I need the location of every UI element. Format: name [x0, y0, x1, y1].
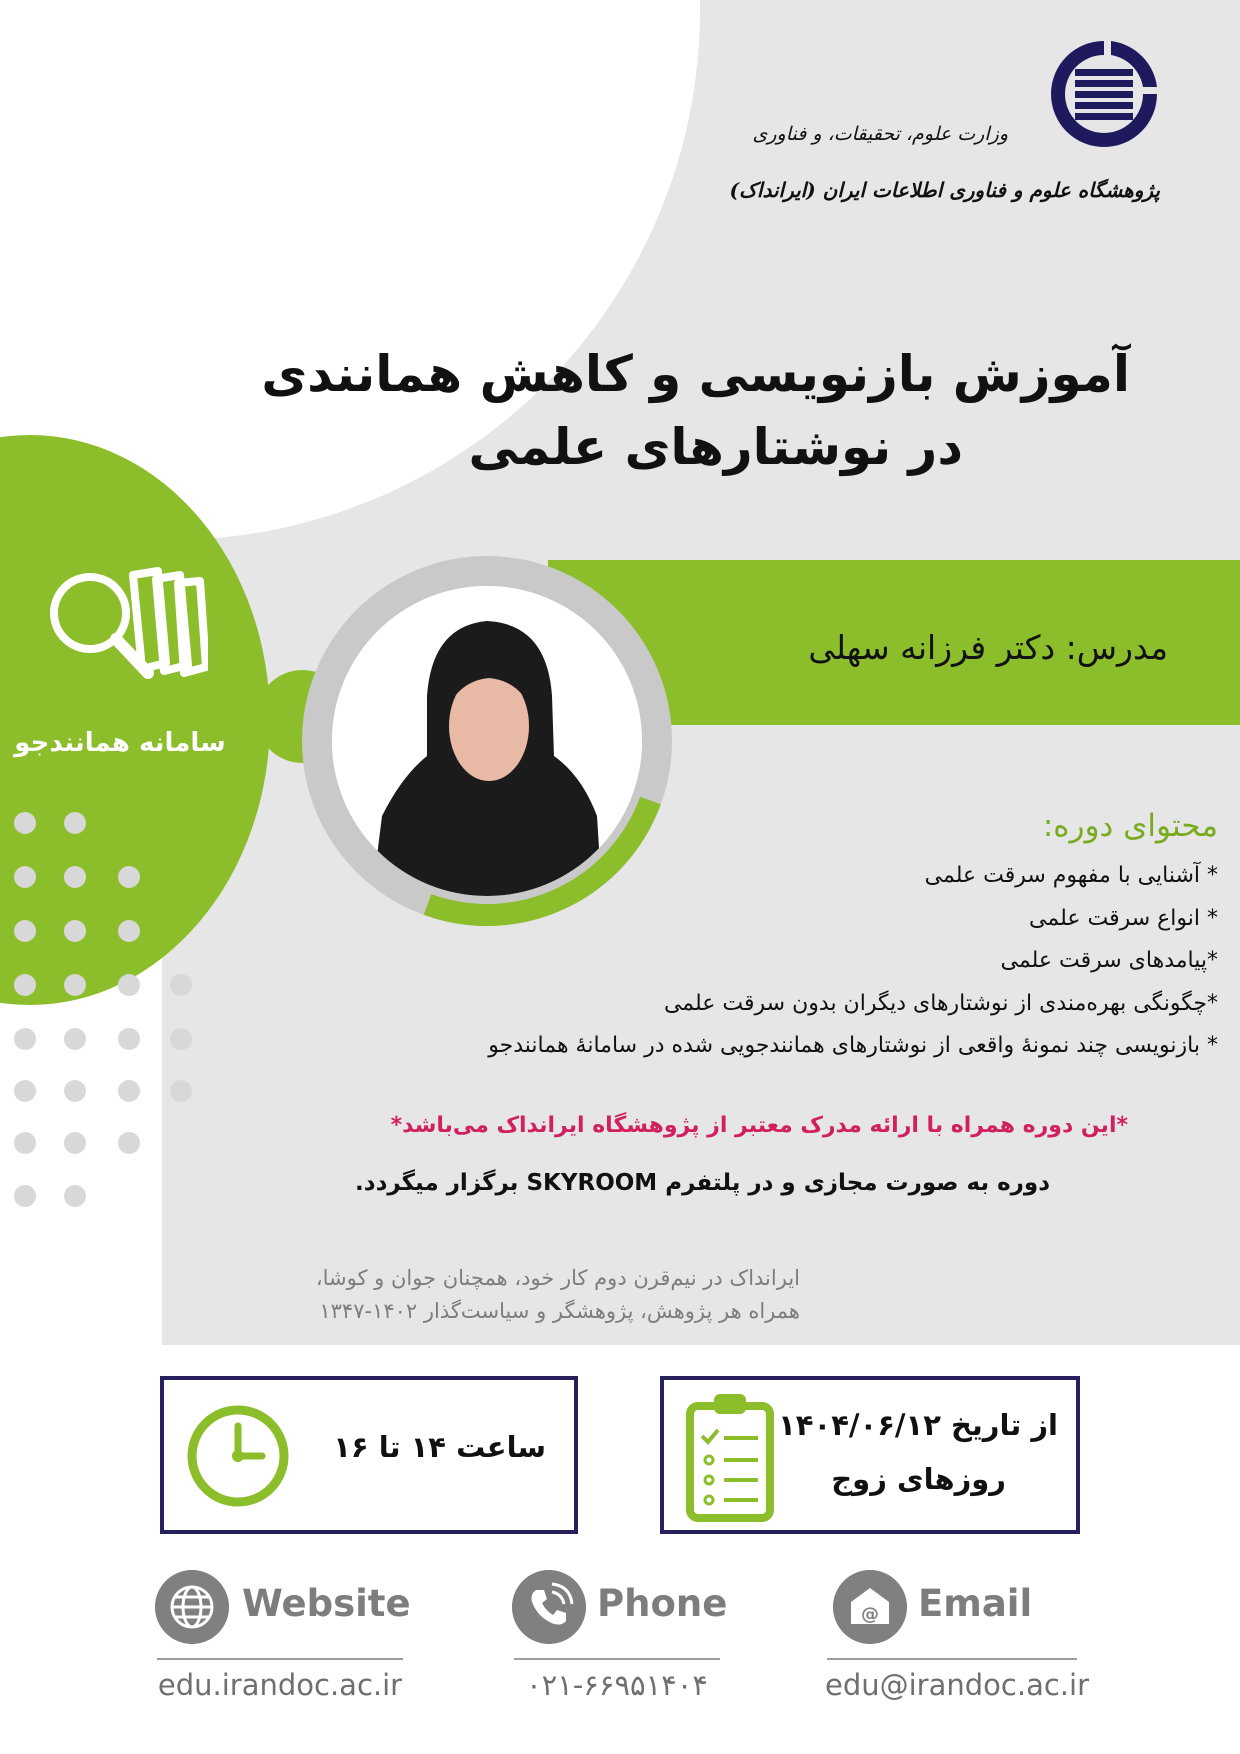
course-title-line2: در نوشتارهای علمی [468, 418, 963, 476]
phone-divider [514, 1658, 720, 1660]
email-value[interactable]: edu@irandoc.ac.ir [825, 1668, 1089, 1702]
date-text: از تاریخ ۱۴۰۴/۰۶/۱۲ [778, 1408, 1058, 1442]
content-heading: محتوای دوره: [1042, 808, 1218, 844]
website-divider [157, 1658, 403, 1660]
clipboard-icon [682, 1388, 778, 1524]
institute-name: پژوهشگاه علوم و فناوری اطلاعات ایران (ایرانداک) [729, 178, 1160, 202]
time-box [160, 1376, 578, 1534]
website-label: Website [242, 1582, 411, 1625]
date-box [660, 1376, 1080, 1534]
time-text: ساعت ۱۴ تا ۱۶ [333, 1430, 546, 1464]
email-contact[interactable] [825, 1570, 1089, 1710]
instructor-photo [332, 586, 642, 896]
list-item: *پیامدهای سرقت علمی [1000, 948, 1218, 973]
phone-contact[interactable] [512, 1570, 728, 1710]
instructor-name: مدرس: دکتر فرزانه سهلی [808, 628, 1168, 667]
email-divider [827, 1658, 1077, 1660]
magnifier-documents-icon [38, 565, 208, 685]
certificate-notice: *این دوره همراه با ارائه مدرک معتبر از پژوهشگاه ایرانداک می‌باشد* [390, 1113, 1128, 1138]
envelope-icon [833, 1570, 907, 1644]
list-item: * انواع سرقت علمی [1029, 905, 1218, 931]
globe-icon [155, 1570, 229, 1644]
side-label: سامانه همانندجو [14, 728, 226, 758]
clock-icon [184, 1402, 292, 1510]
days-text: روزهای زوج [831, 1462, 1006, 1496]
phone-label: Phone [597, 1582, 728, 1625]
phone-value[interactable]: ۰۲۱-۶۶۹۵۱۴۰۴ [526, 1668, 708, 1702]
ministry-name: وزارت علوم، تحقیقات، و فناوری [752, 123, 1008, 145]
phone-icon [512, 1570, 586, 1644]
svg-text:@: @ [861, 1604, 879, 1625]
course-title-line1: آموزش بازنویسی و کاهش همانندی [261, 345, 1130, 403]
list-item: *چگونگی بهره‌مندی از نوشتارهای دیگران بدون سرقت علمی [663, 990, 1218, 1016]
platform-info: دوره به صورت مجازی و در پلتفرم SKYROOM برگزار میگردد. [355, 1170, 1050, 1196]
email-label: Email [918, 1582, 1033, 1625]
motto-line2: همراه هر پژوهش، پژوهشگر و سیاست‌گذار ۱۴۰۲-۱۳۴۷ [319, 1299, 800, 1323]
list-item: * آشنایی با مفهوم سرقت علمی [924, 863, 1218, 888]
motto-line1: ایرانداک در نیم‌قرن دوم کار خود، همچنان جوان و کوشا، [315, 1266, 800, 1290]
irandoc-logo-icon [1045, 35, 1163, 153]
website-contact[interactable] [155, 1570, 411, 1710]
content-list [488, 855, 1218, 1068]
website-value[interactable]: edu.irandoc.ac.ir [157, 1668, 403, 1702]
list-item: * بازنویسی چند نمونهٔ واقعی از نوشتارهای همانندجویی شده در سامانهٔ همانندجو [488, 1033, 1218, 1058]
motto-text [316, 1262, 800, 1328]
